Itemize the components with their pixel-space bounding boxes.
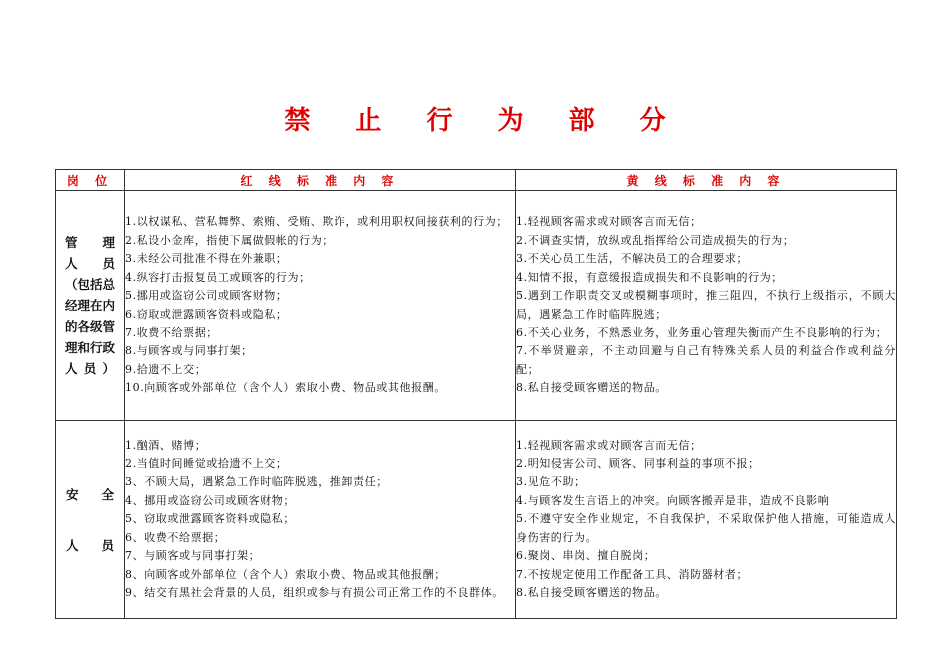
post-line: 的各级管 <box>65 319 116 334</box>
table-header-row <box>56 170 897 191</box>
list-item: 8、向顾客或外部单位（含个人）索取小费、物品或其他报酬； <box>125 567 446 581</box>
list-item: 6.不关心业务，不熟悉业务，业务重心管理失衡而产生不良影响的行为； <box>516 325 888 339</box>
list-item: 3.未经公司批准不得在外兼职； <box>125 252 288 266</box>
list-item: 5、窃取或泄露顾客资料或隐私； <box>125 512 295 526</box>
list-item: 4.知情不报，有意缓报造成损失和不良影响的行为； <box>516 270 783 284</box>
header-post: 岗 位 <box>56 170 125 191</box>
list-item: 10.向顾客或外部单位（含个人）索取小费、物品或其他报酬。 <box>125 381 446 395</box>
post-line: 安 全 <box>66 486 114 502</box>
list-item: 2.不调查实情，放纵或乱指挥给公司造成损失的行为； <box>516 233 795 247</box>
table-row-security <box>56 421 897 619</box>
list-item: 6.窃取或泄露顾客资料或隐私； <box>125 307 288 321</box>
list-item: 1.轻视顾客需求或对顾客言而无信； <box>516 438 702 452</box>
list-item: 7.收费不给票据； <box>125 325 218 339</box>
list-item: 4.与顾客发生言语上的冲突。向顾客搬弄是非，造成不良影响 <box>516 493 830 507</box>
post-spacer <box>66 509 114 531</box>
list-item: 1.轻视顾客需求或对顾客言而无信； <box>516 215 702 229</box>
list-item: 2.当值时间睡觉或拾遗不上交； <box>125 457 288 471</box>
list-item: 5.挪用或盗窃公司或顾客财物； <box>125 289 288 303</box>
list-item: 5.遇到工作职责交叉或模糊事项时，推三阻四，不执行上级指示，不顾大局，遇紧急工作时临阵脱逃； <box>516 289 896 321</box>
list-item: 2.明知侵害公司、顾客、同事利益的事项不报； <box>516 457 760 471</box>
list-item: 7、与顾客或与同事打架； <box>125 549 261 563</box>
list-item: 6、收费不给票据； <box>125 530 226 544</box>
post-cell-management <box>56 191 125 421</box>
post-line: 人 员 <box>65 256 115 271</box>
list-item: 5.不遵守安全作业规定，不自我保护，不采取保护他人措施，可能造成人身伤害的行为。 <box>516 512 896 544</box>
list-item: 3.不关心员工生活，不解决员工的合理要求； <box>516 252 749 266</box>
table-row-management <box>56 191 897 421</box>
list-item: 4、挪用或盗窃公司或顾客财物； <box>125 493 295 507</box>
list-item: 7.不举贤避亲，不主动回避与自己有特殊关系人员的利益合作或利益分配； <box>516 344 896 376</box>
post-line: 人 员 <box>66 537 114 553</box>
post-line: 人员） <box>65 361 115 376</box>
rules-table <box>55 169 897 619</box>
list-item: 8.私自接受顾客赠送的物品。 <box>516 585 667 599</box>
red-line-cell-security <box>125 421 516 619</box>
yellow-line-cell-management <box>516 191 897 421</box>
yellow-line-cell-security <box>516 421 897 619</box>
list-item: 2.私设小金库，指使下属做假帐的行为； <box>125 233 334 247</box>
list-item: 3、不顾大局，遇紧急工作时临阵脱逃，推卸责任； <box>125 475 388 489</box>
post-line: 经理在内 <box>65 298 116 313</box>
post-line: （包括总 <box>65 277 116 292</box>
list-item: 9.拾遗不上交； <box>125 362 207 376</box>
list-item: 6.聚岗、串岗、擅自脱岗； <box>516 549 656 563</box>
list-item: 1.酗酒、赌博； <box>125 438 207 452</box>
red-line-cell-management <box>125 191 516 421</box>
list-item: 7.不按规定使用工作配备工具、消防器材者； <box>516 567 749 581</box>
list-item: 8.与顾客或与同事打架； <box>125 344 253 358</box>
list-item: 9、结交有黑社会背景的人员，组织或参与有损公司正常工作的不良群体。 <box>125 585 504 599</box>
list-item: 8.私自接受顾客赠送的物品。 <box>516 381 667 395</box>
post-line: 管 理 <box>65 235 115 250</box>
list-item: 4.纵容打击报复员工或顾客的行为； <box>125 270 311 284</box>
list-item: 1.以权谋私、营私舞弊、索贿、受贿、欺诈，或利用职权间接获利的行为； <box>125 215 508 229</box>
header-yellow-line: 黄 线 标 准 内 容 <box>516 170 897 191</box>
page-title: 禁 止 行 为 部 分 <box>284 106 684 136</box>
header-red-line: 红 线 标 准 内 容 <box>125 170 516 191</box>
post-line: 理和行政 <box>65 340 116 355</box>
post-cell-security <box>56 421 125 619</box>
list-item: 3.见危不助； <box>516 475 586 489</box>
